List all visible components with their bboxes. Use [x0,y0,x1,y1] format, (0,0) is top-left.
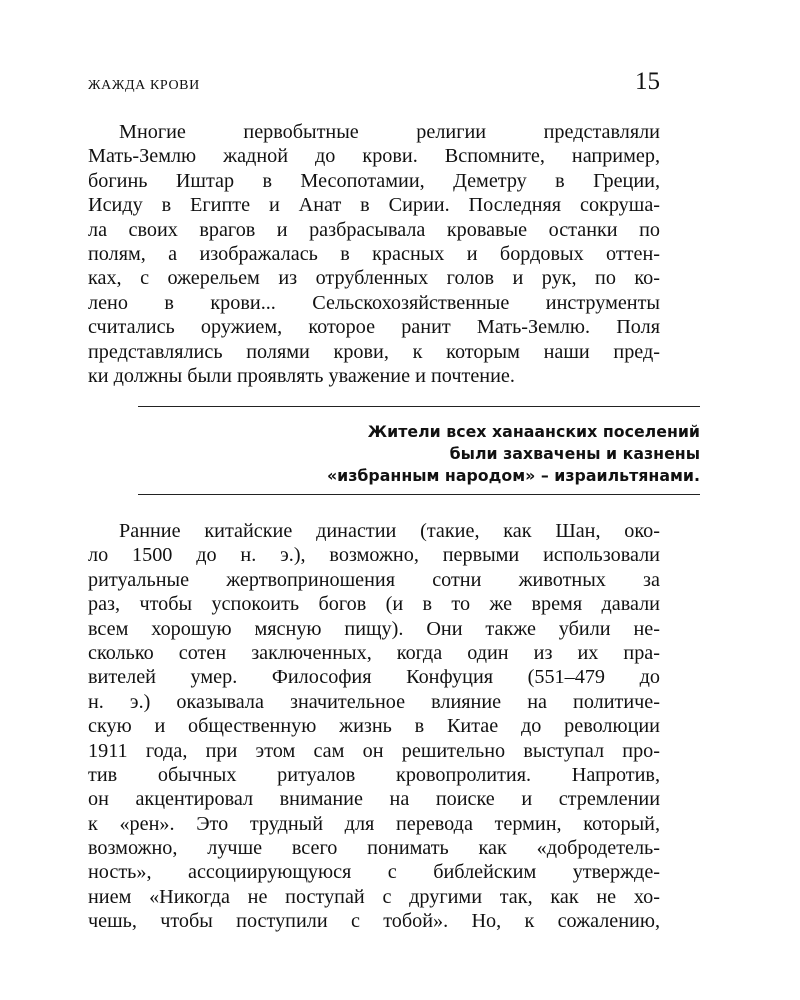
pull-quote [138,405,700,496]
text-line: ность», ассоциирующуюся с библейским утвержде- [88,861,660,884]
page-number: 15 [635,68,660,95]
pull-quote-top-rule [138,406,700,407]
running-header [88,68,660,98]
text-line: сколько сотен заключенных, когда один из их пра- [88,641,660,664]
text-line: скую и общественную жизнь в Китае до революции [88,715,660,738]
pull-quote-line: были захвачены и казнены [449,444,700,463]
text-line: 1911 года, при этом сам он решительно выступал про- [88,739,660,762]
running-title: ЖАЖДА КРОВИ [88,78,200,93]
paragraph-2 [88,519,660,934]
text-line: к «рен». Это трудный для перевода термин, который, [88,812,660,835]
pull-quote-text [327,421,700,487]
text-line: богинь Иштар в Месопотамии, Деметру в Греции, [88,169,660,192]
pull-quote-line: Жители всех ханаанских поселений [367,422,700,441]
text-line: Исиду в Египте и Анат в Сирии. Последняя сокруша- [88,194,660,217]
text-line: Многие первобытные религии представляли [119,121,660,143]
pull-quote-bottom-rule [138,494,700,495]
text-line: лено в крови... Сельскохозяйственные инструменты [88,291,660,314]
text-line: вителей умер. Философия Конфуция (551–479 до [88,666,660,689]
text-line: н. э.) оказывала значительное влияние на политиче- [88,690,660,713]
text-line: Ранние китайские династии (такие, как Шан, око- [119,520,660,542]
text-line: ках, с ожерельем из отрубленных голов и рук, по ко- [88,267,660,290]
text-line: ла своих врагов и разбрасывала кровавые останки по [88,218,660,241]
text-line: чешь, чтобы поступили с тобой». Но, к сожалению, [88,910,660,933]
pull-quote-line: «избранным народом» – израильтянами. [326,466,700,485]
text-line: раз, чтобы успокоить богов (и в то же время давали [88,593,660,616]
text-line: ритуальные жертвоприношения сотни животных за [88,568,660,591]
text-line: он акцентировал внимание на поиске и стремлении [88,788,660,811]
text-line: нием «Никогда не поступай с другими так, как не хо- [88,885,660,908]
paragraph-1 [88,120,660,388]
text-line: ки должны были проявлять уважение и почтение. [88,364,515,387]
text-line: считались оружием, которое ранит Мать-Землю. Поля [88,316,660,339]
text-line: возможно, лучше всего понимать как «добродетель- [88,837,660,860]
text-line: Мать-Землю жадной до крови. Вспомните, например, [88,145,660,168]
text-line: всем хорошую мясную пищу). Они также убили не- [88,617,660,640]
text-line: представлялись полями крови, к которым наши пред- [88,340,660,363]
text-line: полям, а изображалась в красных и бордовых оттен- [88,242,660,265]
text-line: ло 1500 до н. э.), возможно, первыми использовали [88,544,660,567]
text-line: тив обычных ритуалов кровопролития. Напротив, [88,763,660,786]
